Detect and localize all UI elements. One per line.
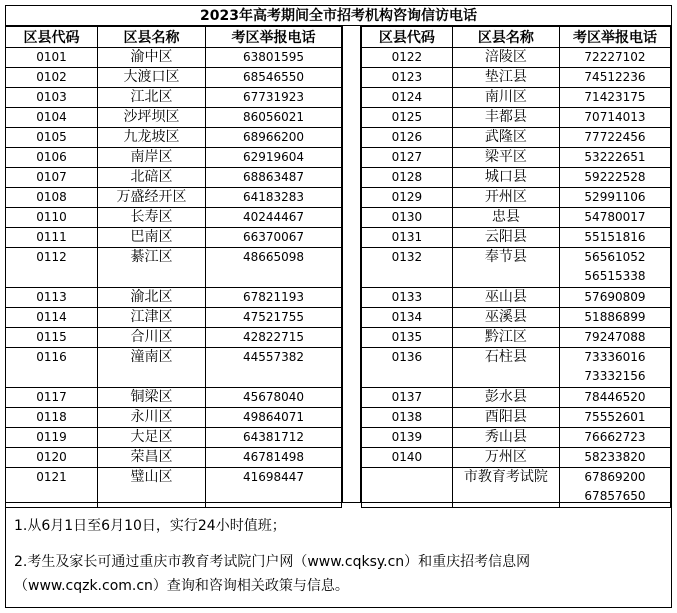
report-phone xyxy=(559,328,670,348)
district-code: 0120 xyxy=(6,448,98,468)
phone-number: 51886899 xyxy=(584,310,646,324)
report-phone xyxy=(206,328,342,348)
report-phone xyxy=(559,408,670,428)
district-code: 0106 xyxy=(6,148,98,168)
district-name: 酉阳县 xyxy=(452,408,559,428)
phone-number: 63801595 xyxy=(242,50,305,64)
phone-number: 42822715 xyxy=(242,330,305,344)
table-row xyxy=(6,228,342,248)
table-row xyxy=(362,68,671,88)
table-row xyxy=(362,88,671,108)
report-phone xyxy=(206,168,342,188)
district-code: 0126 xyxy=(362,128,453,148)
report-phone xyxy=(559,388,670,408)
district-name: 荣昌区 xyxy=(98,448,206,468)
table-row xyxy=(6,428,342,448)
district-code: 0122 xyxy=(362,48,453,68)
district-code: 0131 xyxy=(362,228,453,248)
district-code: 0103 xyxy=(6,88,98,108)
district-code: 0137 xyxy=(362,388,453,408)
phone-number: 73336016 xyxy=(584,350,646,364)
district-code: 0129 xyxy=(362,188,453,208)
phone-number: 52991106 xyxy=(584,190,646,204)
district-code: 0110 xyxy=(6,208,98,228)
phone-number: 41698447 xyxy=(242,470,305,484)
district-name: 江北区 xyxy=(98,88,206,108)
report-phone xyxy=(559,128,670,148)
table-row xyxy=(6,308,342,328)
district-name: 石柱县 xyxy=(452,348,559,388)
phone-number: 72227102 xyxy=(584,50,646,64)
district-name: 渝北区 xyxy=(98,288,206,308)
district-code: 0121 xyxy=(6,468,98,508)
phone-number: 70714013 xyxy=(584,110,646,124)
district-code: 0101 xyxy=(6,48,98,68)
district-name: 渝中区 xyxy=(98,48,206,68)
district-name: 巫山县 xyxy=(452,288,559,308)
table-row xyxy=(362,228,671,248)
table-row xyxy=(6,148,342,168)
district-name: 璧山区 xyxy=(98,468,206,508)
district-name: 铜梁区 xyxy=(98,388,206,408)
table-row xyxy=(6,248,342,288)
table-row xyxy=(362,308,671,328)
district-code: 0123 xyxy=(362,68,453,88)
phone-number: 74512236 xyxy=(584,70,646,84)
report-phone xyxy=(206,448,342,468)
table-row xyxy=(362,428,671,448)
report-phone xyxy=(206,348,342,388)
phone-number: 67869200 xyxy=(584,470,646,484)
column-divider xyxy=(342,26,361,503)
report-phone xyxy=(559,148,670,168)
phone-number: 75552601 xyxy=(584,410,646,424)
phone-number: 67857650 xyxy=(584,489,646,503)
table-row xyxy=(6,348,342,388)
table-row xyxy=(6,188,342,208)
district-code: 0105 xyxy=(6,128,98,148)
district-code: 0117 xyxy=(6,388,98,408)
phone-number: 62919604 xyxy=(242,150,305,164)
table-row xyxy=(362,128,671,148)
district-code: 0132 xyxy=(362,248,453,288)
report-phone xyxy=(559,48,670,68)
report-phone xyxy=(559,168,670,188)
table-row xyxy=(362,168,671,188)
phone-number: 54780017 xyxy=(584,210,646,224)
table-row xyxy=(6,388,342,408)
table-row xyxy=(362,348,671,388)
table-row xyxy=(6,408,342,428)
report-phone xyxy=(206,308,342,328)
district-code: 0133 xyxy=(362,288,453,308)
report-phone xyxy=(559,228,670,248)
header-name: 区县名称 xyxy=(452,27,559,48)
district-name: 忠县 xyxy=(452,208,559,228)
phone-number: 68863487 xyxy=(242,170,305,184)
note-1: 1.从6月1日至6月10日，实行24小时值班； xyxy=(14,518,286,534)
district-name: 合川区 xyxy=(98,328,206,348)
report-phone xyxy=(206,68,342,88)
district-code: 0104 xyxy=(6,108,98,128)
document-page xyxy=(5,5,672,608)
phone-number: 67731923 xyxy=(242,90,305,104)
table-row xyxy=(6,108,342,128)
phone-number: 67821193 xyxy=(242,290,305,304)
phone-number: 53222651 xyxy=(584,150,646,164)
phone-number: 59222528 xyxy=(584,170,646,184)
table-row xyxy=(362,408,671,428)
report-phone xyxy=(206,248,342,288)
district-name: 云阳县 xyxy=(452,228,559,248)
table-row xyxy=(6,168,342,188)
document-title: 2023年高考期间全市招考机构咨询信访电话 xyxy=(6,6,671,26)
phone-number: 77722456 xyxy=(584,130,646,144)
phone-number: 79247088 xyxy=(584,330,646,344)
table-row xyxy=(6,48,342,68)
district-code: 0140 xyxy=(362,448,453,468)
report-phone xyxy=(206,408,342,428)
report-phone xyxy=(559,288,670,308)
district-code: 0119 xyxy=(6,428,98,448)
district-code: 0118 xyxy=(6,408,98,428)
district-code: 0138 xyxy=(362,408,453,428)
district-name: 南川区 xyxy=(452,88,559,108)
report-phone xyxy=(206,48,342,68)
report-phone xyxy=(559,68,670,88)
district-name: 市教育考试院 xyxy=(452,468,559,508)
district-name: 江津区 xyxy=(98,308,206,328)
report-phone xyxy=(559,428,670,448)
report-phone xyxy=(206,388,342,408)
header-phone: 考区举报电话 xyxy=(559,27,670,48)
table-row xyxy=(362,48,671,68)
report-phone xyxy=(206,108,342,128)
phone-number: 64183283 xyxy=(242,190,305,204)
report-phone xyxy=(206,208,342,228)
district-code: 0107 xyxy=(6,168,98,188)
district-name: 开州区 xyxy=(452,188,559,208)
district-name: 永川区 xyxy=(98,408,206,428)
right-header-row xyxy=(362,27,671,48)
district-name: 丰都县 xyxy=(452,108,559,128)
table-row xyxy=(6,68,342,88)
district-name: 垫江县 xyxy=(452,68,559,88)
district-code: 0125 xyxy=(362,108,453,128)
table-row xyxy=(6,208,342,228)
phone-number: 40244467 xyxy=(242,210,305,224)
phone-number: 46781498 xyxy=(242,450,305,464)
district-name: 梁平区 xyxy=(452,148,559,168)
right-table-body xyxy=(362,48,671,508)
district-name: 綦江区 xyxy=(98,248,206,288)
district-code: 0112 xyxy=(6,248,98,288)
report-phone xyxy=(206,288,342,308)
district-name: 大渡口区 xyxy=(98,68,206,88)
district-name: 九龙坡区 xyxy=(98,128,206,148)
report-phone xyxy=(559,88,670,108)
district-name: 万盛经开区 xyxy=(98,188,206,208)
phone-number: 47521755 xyxy=(242,310,305,324)
note-2-line-1: 2.考生及家长可通过重庆市教育考试院门户网（www.cqksy.cn）和重庆招考信息网 xyxy=(14,554,531,570)
district-name: 北碚区 xyxy=(98,168,206,188)
district-name: 黔江区 xyxy=(452,328,559,348)
district-code: 0108 xyxy=(6,188,98,208)
report-phone xyxy=(559,348,670,388)
phone-number: 44557382 xyxy=(242,350,305,364)
district-code: 0114 xyxy=(6,308,98,328)
table-row xyxy=(362,448,671,468)
phone-number: 58233820 xyxy=(584,450,646,464)
district-name: 长寿区 xyxy=(98,208,206,228)
header-code: 区县代码 xyxy=(6,27,98,48)
district-name: 巫溪县 xyxy=(452,308,559,328)
phone-number: 66370067 xyxy=(242,230,305,244)
table-row xyxy=(362,148,671,168)
header-name: 区县名称 xyxy=(98,27,206,48)
district-code: 0115 xyxy=(6,328,98,348)
phone-number: 78446520 xyxy=(584,390,646,404)
table-row xyxy=(362,108,671,128)
header-code: 区县代码 xyxy=(362,27,453,48)
district-name: 涪陵区 xyxy=(452,48,559,68)
report-phone xyxy=(559,248,670,288)
table-row xyxy=(362,288,671,308)
table-row xyxy=(362,388,671,408)
report-phone xyxy=(559,108,670,128)
district-code: 0116 xyxy=(6,348,98,388)
district-name: 南岸区 xyxy=(98,148,206,168)
district-code: 0124 xyxy=(362,88,453,108)
phone-number: 48665098 xyxy=(242,250,305,264)
district-code: 0111 xyxy=(6,228,98,248)
table-row xyxy=(6,128,342,148)
district-name: 潼南区 xyxy=(98,348,206,388)
report-phone xyxy=(559,448,670,468)
table-row xyxy=(362,248,671,288)
table-row xyxy=(362,188,671,208)
phone-number: 73332156 xyxy=(584,369,646,383)
district-code: 0135 xyxy=(362,328,453,348)
district-name: 万州区 xyxy=(452,448,559,468)
district-code: 0136 xyxy=(362,348,453,388)
district-code: 0130 xyxy=(362,208,453,228)
district-code: 0128 xyxy=(362,168,453,188)
left-header-row xyxy=(6,27,342,48)
left-table xyxy=(5,26,342,508)
note-2-line-2: （www.cqzk.com.cn）查询和咨询相关政策与信息。 xyxy=(14,578,349,594)
phone-number: 56515338 xyxy=(584,269,646,283)
district-code: 0134 xyxy=(362,308,453,328)
phone-number: 49864071 xyxy=(242,410,305,424)
phone-number: 45678040 xyxy=(242,390,305,404)
report-phone xyxy=(206,128,342,148)
district-code: 0113 xyxy=(6,288,98,308)
header-phone: 考区举报电话 xyxy=(206,27,342,48)
district-code: 0102 xyxy=(6,68,98,88)
phone-number: 64381712 xyxy=(242,430,305,444)
phone-number: 55151816 xyxy=(584,230,646,244)
table-row xyxy=(362,328,671,348)
table-row xyxy=(6,288,342,308)
report-phone xyxy=(206,428,342,448)
phone-number: 71423175 xyxy=(584,90,646,104)
report-phone xyxy=(206,88,342,108)
right-table xyxy=(361,26,671,508)
report-phone xyxy=(206,148,342,168)
district-name: 大足区 xyxy=(98,428,206,448)
report-phone xyxy=(206,228,342,248)
phone-number: 57690809 xyxy=(584,290,646,304)
phone-number: 68966200 xyxy=(242,130,305,144)
notes-section xyxy=(6,502,671,608)
phone-number: 56561052 xyxy=(584,250,646,264)
phone-number: 76662723 xyxy=(584,430,646,444)
report-phone xyxy=(206,188,342,208)
district-name: 城口县 xyxy=(452,168,559,188)
district-name: 彭水县 xyxy=(452,388,559,408)
table-row xyxy=(6,88,342,108)
report-phone xyxy=(559,188,670,208)
district-code: 0127 xyxy=(362,148,453,168)
report-phone xyxy=(559,308,670,328)
district-code: 0139 xyxy=(362,428,453,448)
phone-number: 68546550 xyxy=(242,70,305,84)
district-name: 秀山县 xyxy=(452,428,559,448)
district-name: 巴南区 xyxy=(98,228,206,248)
left-table-body xyxy=(6,48,342,508)
district-name: 奉节县 xyxy=(452,248,559,288)
phone-number: 86056021 xyxy=(242,110,305,124)
report-phone xyxy=(559,208,670,228)
table-row xyxy=(362,208,671,228)
district-name: 武隆区 xyxy=(452,128,559,148)
table-row xyxy=(6,448,342,468)
table-row xyxy=(6,328,342,348)
district-name: 沙坪坝区 xyxy=(98,108,206,128)
